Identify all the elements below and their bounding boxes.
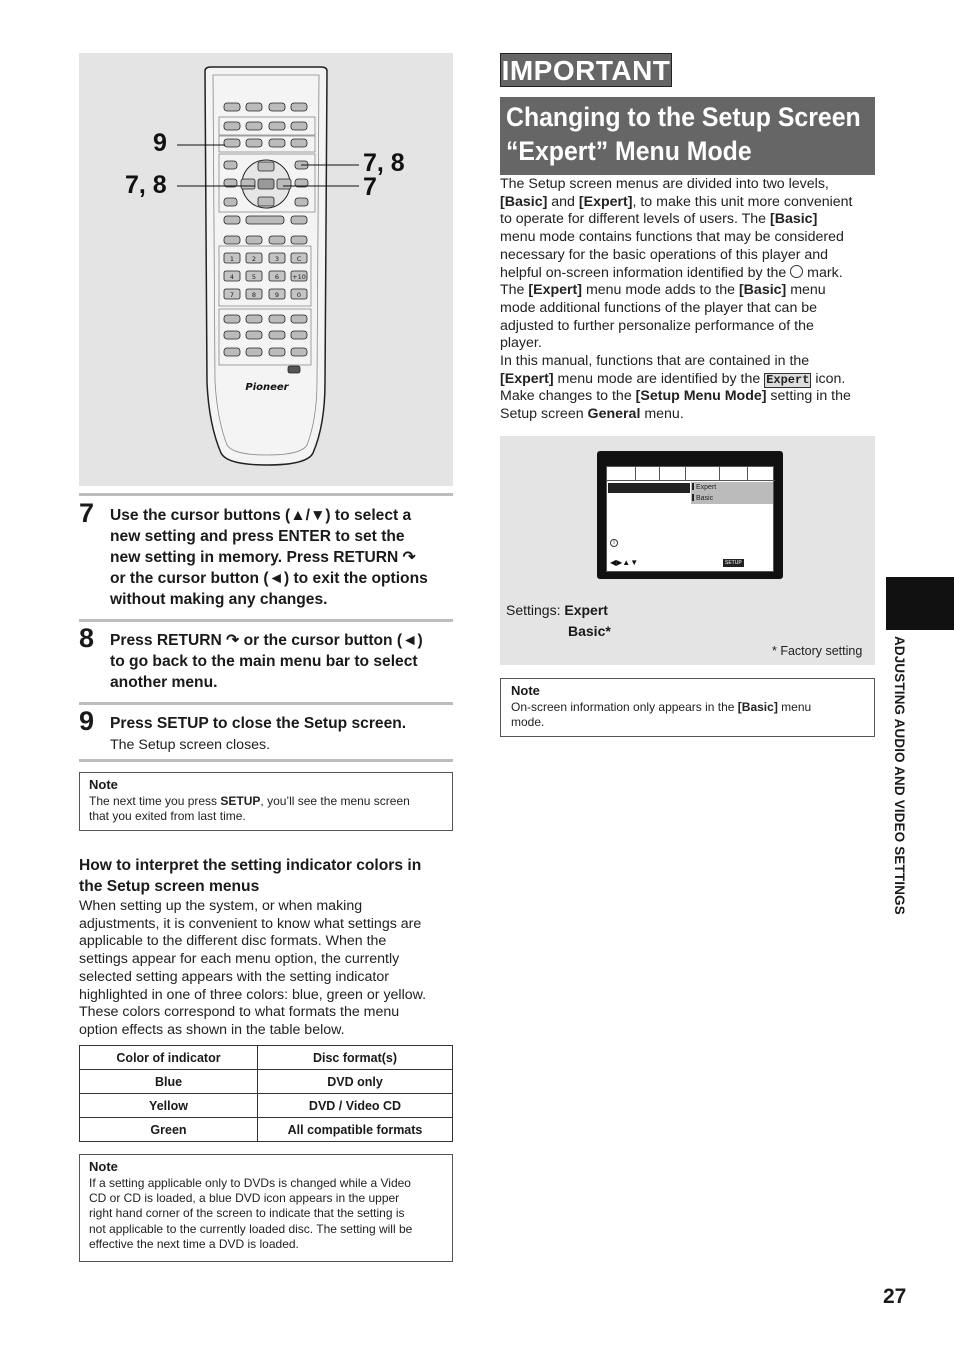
pioneer-logo: Pioneer	[245, 382, 289, 393]
chapter-side-label: ADJUSTING AUDIO AND VIDEO SETTINGS	[892, 636, 907, 915]
keypad-label: 4	[229, 273, 235, 281]
page-title: Changing to the Setup Screen “Expert” Menu Mode	[500, 97, 875, 175]
tv-screen-content	[606, 466, 774, 572]
keypad-label: C	[296, 255, 302, 263]
note-dvd-icon: Note If a setting applicable only to DVDs is changed while a Video CD or CD is loaded, a blue DVD icon appears in the upper right hand corner of the screen to indicate that the setting is not applicable to the currently loaded disc. The setting will be effective the next time a DVD is loaded.	[79, 1154, 453, 1262]
keypad-label: 3	[274, 255, 280, 263]
table-cell: All compatible formats	[258, 1118, 453, 1142]
option-expert: Expert	[692, 483, 716, 491]
keypad-label: 1	[229, 255, 235, 263]
keypad-label: 7	[229, 291, 235, 299]
settings-label: Settings: Expert	[506, 602, 608, 618]
note-basic-mode: Note On-screen information only appears in the [Basic] menu mode.	[500, 678, 875, 737]
indicator-section-body: When setting up the system, or when making adjustments, it is convenient to know what settings are applicable to the different disc formats. When the settings appear for each menu option, the currently selected setting appears with the setting indicator highlighted in one of three colors: blue, green or yellow. These colors correspond to what formats the menu option effects as shown in the table below.	[79, 898, 427, 1038]
indicator-section-heading: How to interpret the setting indicator colors in the Setup screen menus	[79, 857, 422, 895]
return-icon: ↷	[226, 632, 240, 649]
tv-screen-illustration	[597, 451, 783, 579]
table-row	[80, 1118, 453, 1142]
page-number: 27	[883, 1285, 907, 1308]
remote-control-illustration	[79, 53, 453, 486]
divider	[79, 493, 453, 496]
divider	[79, 702, 453, 705]
table-header-cell: Color of indicator	[80, 1046, 258, 1070]
important-label: IMPORTANT	[501, 55, 671, 86]
step-8-text: Press RETURN ↷ or the cursor button (◄) to go back to the main menu bar to select another menu.	[110, 632, 423, 691]
table-header-row	[80, 1046, 453, 1070]
callout-step-7-8-left: 7, 8	[125, 171, 167, 199]
keypad-label: 5	[251, 273, 257, 281]
step-9-subtext: The Setup screen closes.	[110, 737, 271, 753]
table-header-cell: Disc format(s)	[258, 1046, 453, 1070]
step-number-9: 9	[79, 706, 95, 736]
table-cell: Blue	[80, 1070, 258, 1094]
expert-icon: Expert	[766, 372, 810, 387]
step-9-text: Press SETUP to close the Setup screen.	[110, 715, 407, 732]
callout-step-7-8-right: 7, 8	[363, 149, 405, 177]
remote-illustration-panel	[79, 53, 453, 486]
note-setup-return: Note The next time you press SETUP, you’ll see the menu screen that you exited from last time.	[79, 772, 453, 831]
keypad-label: 8	[251, 291, 257, 299]
step-7-text: Use the cursor buttons (▲/▼) to select a new setting and press ENTER to set the new setting in memory. Press RETURN ↷ or the cursor button (◄) to exit the options without making any changes.	[110, 507, 428, 608]
step-number-8: 8	[79, 623, 95, 653]
setup-badge: SETUP	[725, 560, 742, 566]
cursor-arrows-icon: ◀▶▲▼	[610, 558, 639, 567]
selected-menu-row	[608, 483, 690, 493]
return-icon: ↷	[402, 549, 416, 566]
intro-paragraph: The Setup screen menus are divided into two levels, [Basic] and [Expert], to make this unit more convenient to operate for different levels of users. The [Basic] menu mode contains functions that may be considered necessary for the basic operations of this player and helpful on-screen information identified by the mark. The [Expert] menu mode adds to the [Basic] menu mode additional functions of the player that can be adjusted to further personalize performance of the player. In this manual, functions that are contained in the [Expert] menu mode are identified by the Expert icon. Make changes to the [Setup Menu Mode] setting in the Setup screen General menu.	[500, 176, 853, 423]
info-circle-icon	[790, 265, 803, 278]
keypad-label: 6	[274, 273, 280, 281]
table-cell: DVD only	[258, 1070, 453, 1094]
info-icon: i	[610, 539, 618, 547]
divider	[79, 759, 453, 762]
keypad-label: 0	[296, 291, 302, 299]
chapter-tab	[886, 577, 954, 630]
indicator-color-table	[79, 1045, 453, 1142]
keypad-label: 9	[274, 291, 280, 299]
setup-screen-panel	[500, 436, 875, 665]
table-row	[80, 1094, 453, 1118]
step-number-7: 7	[79, 498, 95, 528]
table-cell: Yellow	[80, 1094, 258, 1118]
settings-basic: Basic*	[568, 623, 611, 639]
factory-setting-note: * Factory setting	[772, 644, 863, 658]
menu-tab-bar	[607, 467, 775, 481]
keypad-label: 2	[251, 255, 257, 263]
callout-step-7: 7	[363, 173, 377, 201]
keypad-label: +10	[292, 273, 306, 281]
option-basic: Basic	[692, 494, 713, 502]
table-cell: DVD / Video CD	[258, 1094, 453, 1118]
callout-step-9: 9	[153, 129, 167, 157]
table-cell: Green	[80, 1118, 258, 1142]
divider	[79, 619, 453, 622]
table-row	[80, 1070, 453, 1094]
